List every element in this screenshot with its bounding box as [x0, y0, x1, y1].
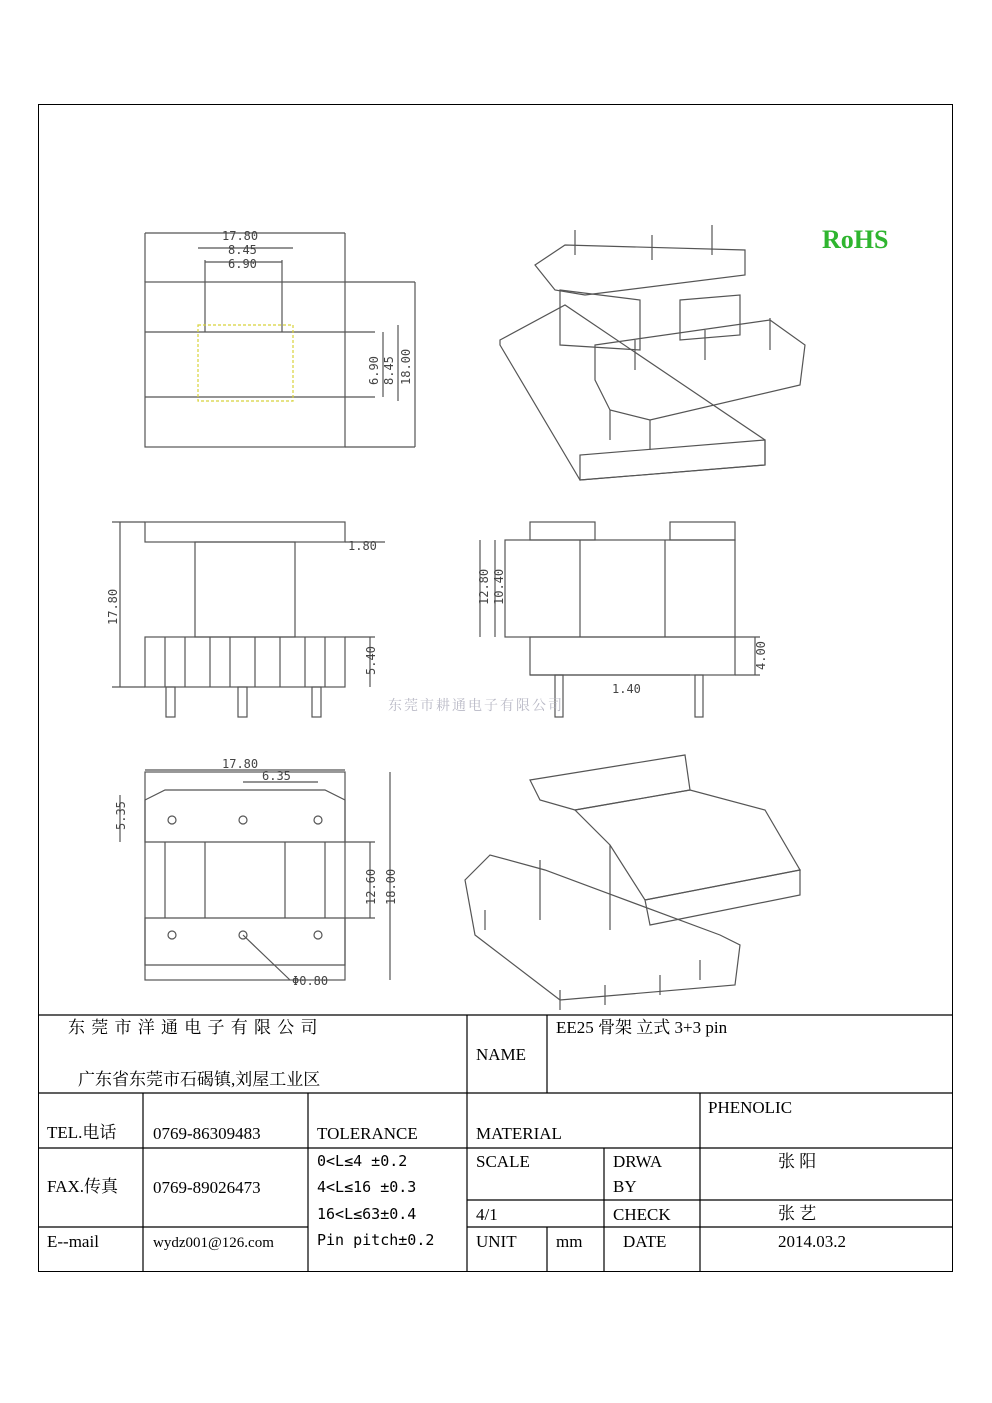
top-view — [145, 233, 415, 447]
watermark: 东莞市耕通电子有限公司 — [388, 698, 564, 714]
dim-top-width: 17.80 — [222, 229, 259, 243]
tolerance-row-2: 4<L≤16 ±0.3 — [317, 1178, 417, 1196]
email-value: wydz001@126.com — [153, 1235, 274, 1251]
dim-front-base: 5.40 — [364, 646, 378, 675]
unit-value: mm — [556, 1232, 583, 1251]
dim-top-v1: 6.90 — [367, 356, 381, 385]
dim-front-flange: 1.80 — [348, 539, 377, 553]
date-value: 2014.03.2 — [778, 1232, 846, 1251]
front-view — [112, 522, 385, 717]
dim-pin-dia: Φ0.80 — [292, 974, 329, 988]
dim-bottom-pitch: 6.35 — [262, 769, 291, 783]
fax-value: 0769-89026473 — [153, 1178, 261, 1197]
dim-top-inner1: 8.45 — [228, 243, 257, 257]
dim-side-v1: 12.80 — [477, 568, 491, 605]
tel-label: TEL.电话 — [47, 1123, 117, 1142]
check-label: CHECK — [613, 1205, 671, 1224]
dim-bottom-v2: 18.00 — [384, 868, 398, 905]
dim-bottom-width: 17.80 — [222, 757, 259, 771]
rohs-badge: RoHS — [822, 225, 889, 254]
company-address: 广东省东莞市石碣镇,刘屋工业区 — [78, 1070, 321, 1089]
tel-value: 0769-86309483 — [153, 1124, 261, 1143]
dim-side-v2: 10.40 — [492, 568, 506, 605]
check-value: 张 艺 — [778, 1204, 817, 1223]
bottom-view — [120, 770, 390, 980]
material-label: MATERIAL — [476, 1124, 562, 1143]
dim-side-pin: 1.40 — [612, 682, 641, 696]
material-value: PHENOLIC — [708, 1098, 793, 1117]
tolerance-row-3: 16<L≤63±0.4 — [317, 1205, 417, 1223]
fax-label: FAX.传真 — [47, 1177, 118, 1196]
dim-front-height: 17.80 — [106, 588, 120, 625]
drawn-label-2: BY — [613, 1177, 637, 1196]
email-label: E--mail — [47, 1232, 99, 1251]
dim-bottom-v1: 12.60 — [364, 868, 378, 905]
tolerance-row-1: 0<L≤4 ±0.2 — [317, 1152, 408, 1170]
dim-bottom-left: 5.35 — [114, 801, 128, 830]
dim-top-v3: 18.00 — [399, 348, 413, 385]
dim-top-inner2: 6.90 — [228, 257, 257, 271]
top-isometric — [500, 225, 805, 480]
name-value: EE25 骨架 立式 3+3 pin — [556, 1018, 728, 1037]
dim-side-base: 4.00 — [754, 641, 768, 670]
drawn-value: 张 阳 — [778, 1152, 817, 1171]
drawn-label-1: DRWA — [613, 1152, 663, 1171]
company-name: 东 莞 市 洋 通 电 子 有 限 公 司 — [68, 1018, 319, 1037]
dim-top-v2: 8.45 — [382, 356, 396, 385]
unit-label: UNIT — [476, 1232, 517, 1251]
tolerance-label: TOLERANCE — [317, 1124, 418, 1143]
tolerance-row-4: Pin pitch±0.2 — [317, 1231, 435, 1249]
bottom-isometric — [465, 755, 800, 1010]
scale-label: SCALE — [476, 1152, 530, 1171]
date-label: DATE — [623, 1232, 667, 1251]
name-label: NAME — [476, 1045, 527, 1064]
scale-value: 4/1 — [476, 1205, 498, 1224]
